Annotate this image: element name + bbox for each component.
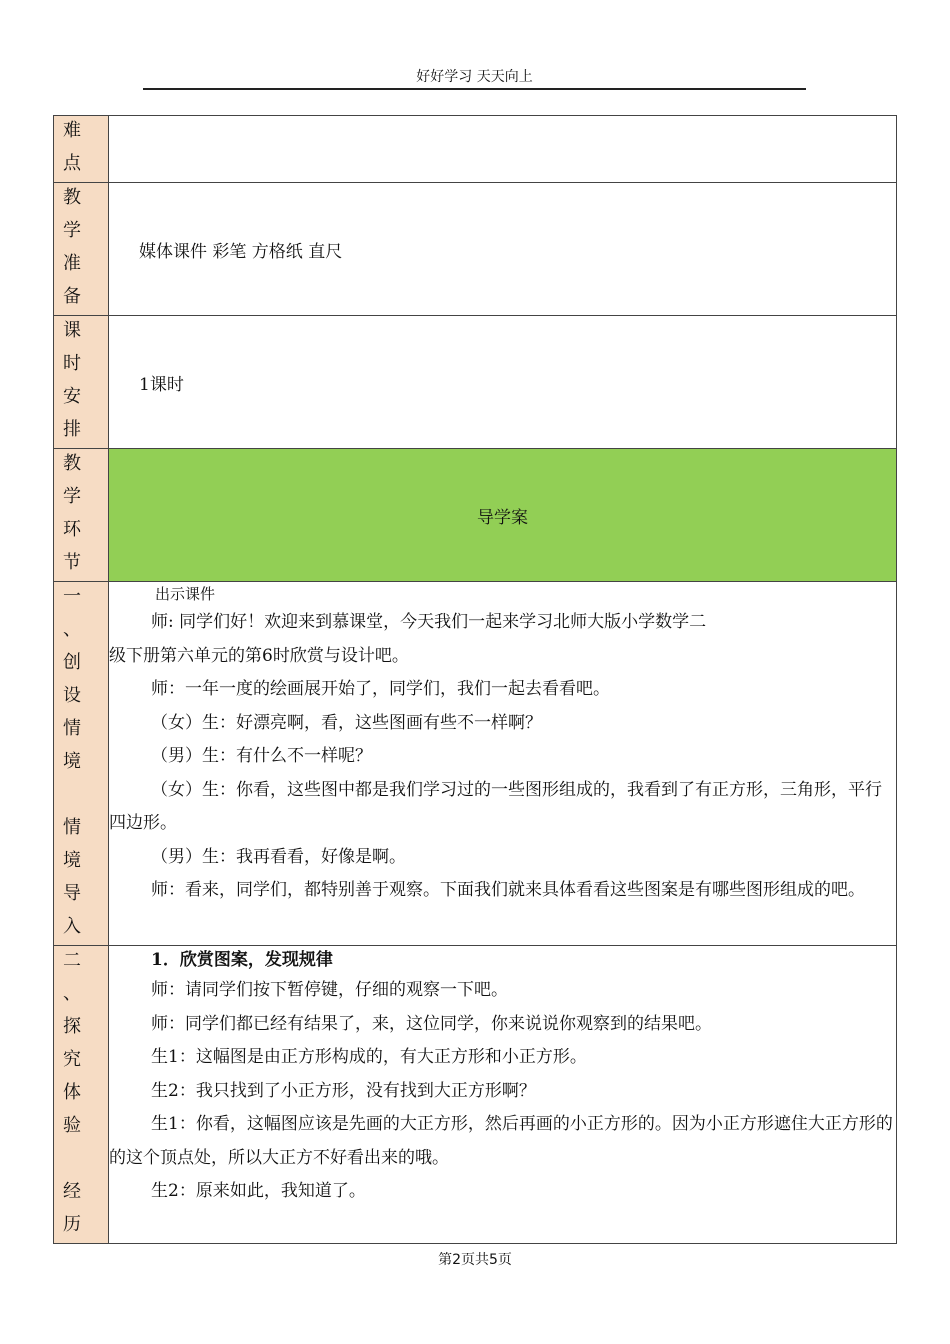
label-char: 设 <box>63 685 81 706</box>
content-line: 级下册第六单元的第6时欣赏与设计吧。 <box>109 645 409 666</box>
label-char: 学 <box>63 220 81 241</box>
content-line: 师: 同学们好！欢迎来到慕课堂，今天我们一起来学习北师大版小学数学二 <box>151 612 707 632</box>
label-char: 准 <box>63 253 81 274</box>
label-char: 入 <box>63 916 81 937</box>
label-char: 验 <box>63 1115 81 1136</box>
situation-content <box>109 582 897 946</box>
label-char: 经 <box>63 1181 81 1202</box>
preparation-text: 媒体课件 彩笔 方格纸 直尺 <box>139 241 343 262</box>
label-char: 学 <box>63 486 81 507</box>
label-char: 节 <box>63 552 81 573</box>
row-situation <box>54 582 897 946</box>
content-line: 生2：原来如此，我知道了。 <box>151 1181 366 1201</box>
exploration-content <box>109 946 897 1244</box>
label-char: 排 <box>63 419 81 440</box>
label-char: 二 <box>63 950 81 971</box>
label-char: 时 <box>63 353 81 374</box>
row-exploration <box>54 946 897 1244</box>
label-char: 、 <box>63 619 81 640</box>
page-header: 好好学习 天天向上 <box>143 66 806 90</box>
content-line: 生2：我只找到了小正方形，没有找到大正方形啊？ <box>151 1080 536 1101</box>
row-preparation <box>54 183 897 316</box>
row-schedule <box>54 316 897 449</box>
label-char: 导 <box>63 883 81 904</box>
label-char: 历 <box>63 1214 81 1235</box>
label-char: 环 <box>63 519 81 540</box>
label-char: 难 <box>63 120 81 141</box>
guide-title: 导学案 <box>477 507 528 528</box>
label-char: 究 <box>63 1049 81 1070</box>
label-char <box>63 780 108 813</box>
label-cell <box>54 582 109 946</box>
label-cell <box>54 183 109 316</box>
content-line: （男）生：我再看看，好像是啊。 <box>151 846 406 867</box>
label-char: 一 <box>63 586 81 607</box>
label-char: 教 <box>63 453 81 474</box>
label-cell <box>54 449 109 582</box>
label-char <box>63 1144 108 1177</box>
label-char: 教 <box>63 187 81 208</box>
label-char: 创 <box>63 652 81 673</box>
content-line: 师：看来，同学们，都特别善于观察。下面我们就来具体看看这些图案是有哪些图形组成的吧。 <box>151 880 865 900</box>
content-line: 师：请同学们按下暂停键，仔细的观察一下吧。 <box>151 980 508 1000</box>
row-difficulty <box>54 116 897 183</box>
content-line: 出示课件 <box>155 585 216 603</box>
row-section <box>54 449 897 582</box>
label-char: 探 <box>63 1016 81 1037</box>
label-char: 备 <box>63 286 81 307</box>
schedule-content <box>109 316 897 449</box>
label-char: 课 <box>63 320 81 341</box>
label-char: 情 <box>63 817 81 838</box>
label-char: 体 <box>63 1082 81 1103</box>
content-line: （女）生：你看，这些图中都是我们学习过的一些图形组成的，我看到了有正方形，三角形，平行四边形。 <box>109 779 882 833</box>
label-char: 安 <box>63 386 81 407</box>
label-cell <box>54 946 109 1244</box>
label-char: 点 <box>63 153 81 174</box>
schedule-text: 1课时 <box>139 374 184 395</box>
label-cell <box>54 116 109 183</box>
page-footer: 第2页共5页 <box>438 1252 512 1268</box>
label-cell <box>54 316 109 449</box>
section-heading: 1．欣赏图案，发现规律 <box>151 950 333 970</box>
label-char: 境 <box>63 850 81 871</box>
label-char: 情 <box>63 718 81 739</box>
label-char: 境 <box>63 751 81 772</box>
content-line: （男）生：有什么不一样呢？ <box>151 746 372 766</box>
guide-title-cell <box>109 449 897 582</box>
preparation-content <box>109 183 897 316</box>
content-line: 师：一年一度的绘画展开始了，同学们，我们一起去看看吧。 <box>151 679 610 699</box>
content-line: 生1：这幅图是由正方形构成的，有大正方形和小正方形。 <box>151 1047 587 1067</box>
label-char: 、 <box>63 983 81 1004</box>
content-line: 师：同学们都已经有结果了，来，这位同学，你来说说你观察到的结果吧。 <box>151 1013 712 1034</box>
content-line: 生1：你看，这幅图应该是先画的大正方形，然后再画的小正方形的。因为小正方形遮住大正方形的的这个顶点处，所以大正方不好看出来的哦。 <box>109 1114 893 1168</box>
difficulty-content <box>109 116 897 183</box>
lesson-plan-table <box>53 115 897 1244</box>
content-line: （女）生：好漂亮啊，看，这些图画有些不一样啊？ <box>151 712 542 733</box>
